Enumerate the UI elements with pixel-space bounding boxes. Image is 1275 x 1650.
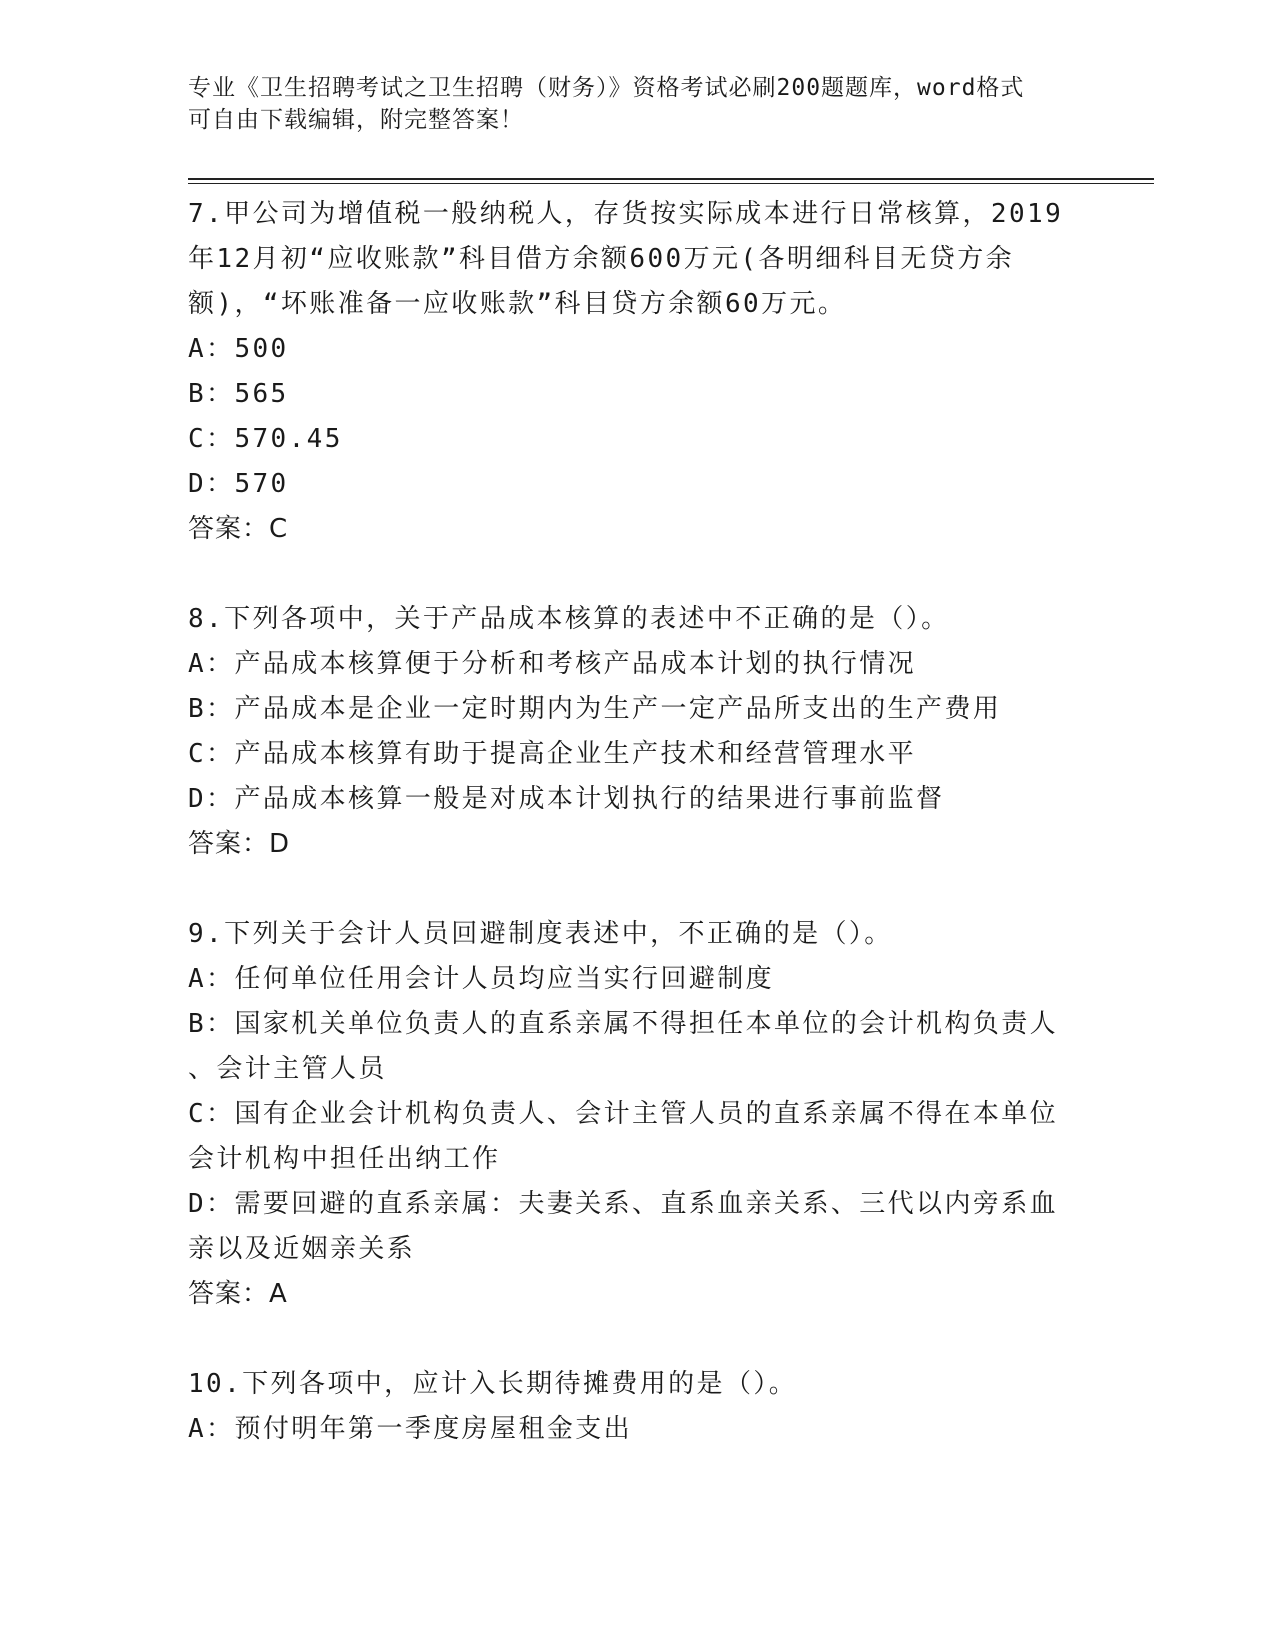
option-b-continued: 、会计主管人员 [188,1054,387,1084]
question-block-8 [188,597,1088,867]
question-stem: 额)，“坏账准备一应收账款”科目贷方余额60万元。 [188,289,847,319]
option-c: C：国有企业会计机构负责人、会计主管人员的直系亲属不得在本单位 [188,1099,1059,1129]
question-stem: 年12月初“应收账款”科目借方余额600万元(各明细科目无贷方余 [188,244,1015,274]
question-list [188,192,1088,1452]
option-d: D：产品成本核算一般是对成本计划执行的结果进行事前监督 [188,784,945,814]
header-title-line-1: 专业《卫生招聘考试之卫生招聘（财务）》资格考试必刷200题题库，word格式 [188,75,1025,101]
option-a: A：任何单位任用会计人员均应当实行回避制度 [188,964,775,994]
option-d: D：需要回避的直系亲属：夫妻关系、直系血亲关系、三代以内旁系血 [188,1189,1059,1219]
option-c-continued: 会计机构中担任出纳工作 [188,1144,501,1174]
question-stem: 10.下列各项中，应计入长期待摊费用的是（）。 [188,1369,798,1399]
answer-label: 答案：D [188,829,291,859]
header-divider-thin [188,183,1154,184]
header-divider-thick [188,178,1154,180]
option-c: C：产品成本核算有助于提高企业生产技术和经营管理水平 [188,739,917,769]
option-a: A：500 [188,334,289,364]
option-b: B：国家机关单位负责人的直系亲属不得担任本单位的会计机构负责人 [188,1009,1059,1039]
question-spacer [188,552,1088,597]
option-a: A：产品成本核算便于分析和考核产品成本计划的执行情况 [188,649,917,679]
option-b: B：565 [188,379,289,409]
option-d: D：570 [188,469,289,499]
question-stem: 7.甲公司为增值税一般纳税人，存货按实际成本进行日常核算，2019 [188,199,1064,229]
option-b: B：产品成本是企业一定时期内为生产一定产品所支出的生产费用 [188,694,1002,724]
question-block-9 [188,912,1088,1317]
question-stem: 9.下列关于会计人员回避制度表述中，不正确的是（）。 [188,919,893,949]
answer-label: 答案：A [188,1279,288,1309]
option-c: C：570.45 [188,424,343,454]
question-spacer [188,867,1088,912]
question-block-7 [188,192,1088,552]
question-block-10 [188,1362,1088,1452]
option-a: A：预付明年第一季度房屋租金支出 [188,1414,633,1444]
question-stem: 8.下列各项中，关于产品成本核算的表述中不正确的是（）。 [188,604,950,634]
option-d-continued: 亲以及近姻亲关系 [188,1234,416,1264]
header-title-line-2: 可自由下载编辑，附完整答案！ [188,107,524,133]
answer-label: 答案：C [188,514,289,544]
document-header [188,72,1068,136]
question-spacer [188,1317,1088,1362]
